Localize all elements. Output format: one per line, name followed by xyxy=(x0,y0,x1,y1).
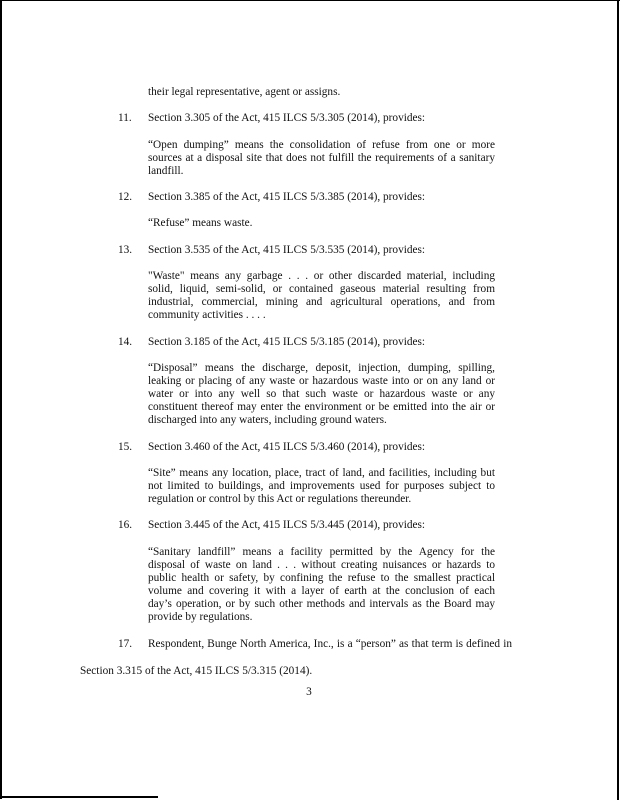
quoted-definition-line: not limited to buildings, and improvements used for purposes subject to xyxy=(148,480,495,492)
quoted-definition-line: public health or safety, by confining the refuse to the smallest practical xyxy=(148,571,495,584)
statute-citation: Section 3.385 of the Act, 415 ILCS 5/3.385 (2014), provides: xyxy=(148,191,426,204)
quoted-definition-line: “Sanitary landfill” means a facility permitted by the Agency for the xyxy=(148,545,495,558)
quoted-definition-line: regulation or control by this Act or regulations thereunder. xyxy=(148,493,412,506)
statute-citation: Section 3.185 of the Act, 415 ILCS 5/3.185 (2014), provides: xyxy=(148,335,426,348)
paragraph-number: 12. xyxy=(118,191,133,204)
page-border-top xyxy=(0,0,620,1)
quoted-definition-line: sources at a disposal site that does not fulfill the requirements of a sanitary xyxy=(148,151,495,164)
paragraph-number: 14. xyxy=(118,335,133,348)
quoted-definition-line: leaking or placing of any waste or hazardous waste into or on any land or xyxy=(148,375,495,387)
quoted-definition-line: "Waste" means any garbage . . . or other discarded material, including xyxy=(148,270,495,282)
quoted-definition-line: disposal of waste on land . . . without creating nuisances or hazards to xyxy=(148,558,495,571)
quoted-definition-line: day’s operation, or by such other methods and intervals as the Board may xyxy=(148,598,495,611)
quoted-definition-line: community activities . . . . xyxy=(148,309,266,322)
lead-in-text: their legal representative, agent or assigns. xyxy=(148,86,341,98)
quoted-definition-line: discharged into any waters, including ground waters. xyxy=(148,414,387,427)
page-border-right xyxy=(617,0,619,800)
paragraph-text-continuation: Section 3.315 of the Act, 415 ILCS 5/3.315 (2014). xyxy=(80,664,313,677)
paragraph-number: 15. xyxy=(118,440,133,453)
paragraph-number: 11. xyxy=(118,112,132,125)
quoted-definition-line: “Disposal” means the discharge, deposit, injection, dumping, spilling, xyxy=(148,361,495,374)
quoted-definition-line: “Refuse” means waste. xyxy=(148,217,253,230)
statute-citation: Section 3.445 of the Act, 415 ILCS 5/3.445 (2014), provides: xyxy=(148,519,426,532)
paragraph-text: Respondent, Bunge North America, Inc., is a “person” as that term is defined in xyxy=(148,637,512,650)
statute-citation: Section 3.460 of the Act, 415 ILCS 5/3.460 (2014), provides: xyxy=(148,440,426,453)
quoted-definition-line: landfill. xyxy=(148,164,184,177)
paragraph-number: 17. xyxy=(118,637,133,650)
quoted-definition-line: water or into any well so that such waste or hazardous waste or any xyxy=(148,388,495,401)
statute-citation: Section 3.305 of the Act, 415 ILCS 5/3.305 (2014), provides: xyxy=(148,112,426,125)
quoted-definition-line: volume and covering it with a layer of earth at the conclusion of each xyxy=(148,585,495,597)
paragraph-number: 13. xyxy=(118,243,133,256)
statute-citation: Section 3.535 of the Act, 415 ILCS 5/3.535 (2014), provides: xyxy=(148,243,426,256)
footnote-separator-line xyxy=(0,796,158,798)
paragraph-number: 16. xyxy=(118,519,133,532)
quoted-definition-line: solid, liquid, semi-solid, or contained gaseous material resulting from xyxy=(148,283,495,296)
quoted-definition-line: “Site” means any location, place, tract of land, and facilities, including but xyxy=(148,466,495,479)
page-border-left xyxy=(0,0,2,799)
quoted-definition-line: “Open dumping” means the consolidation of refuse from one or more xyxy=(148,138,495,151)
page-number: 3 xyxy=(306,685,312,698)
quoted-definition-line: constituent thereof may enter the environment or be emitted into the air or xyxy=(148,401,495,414)
quoted-definition-line: provide by regulations. xyxy=(148,611,253,624)
quoted-definition-line: industrial, commercial, mining and agricultural operations, and from xyxy=(148,296,495,309)
